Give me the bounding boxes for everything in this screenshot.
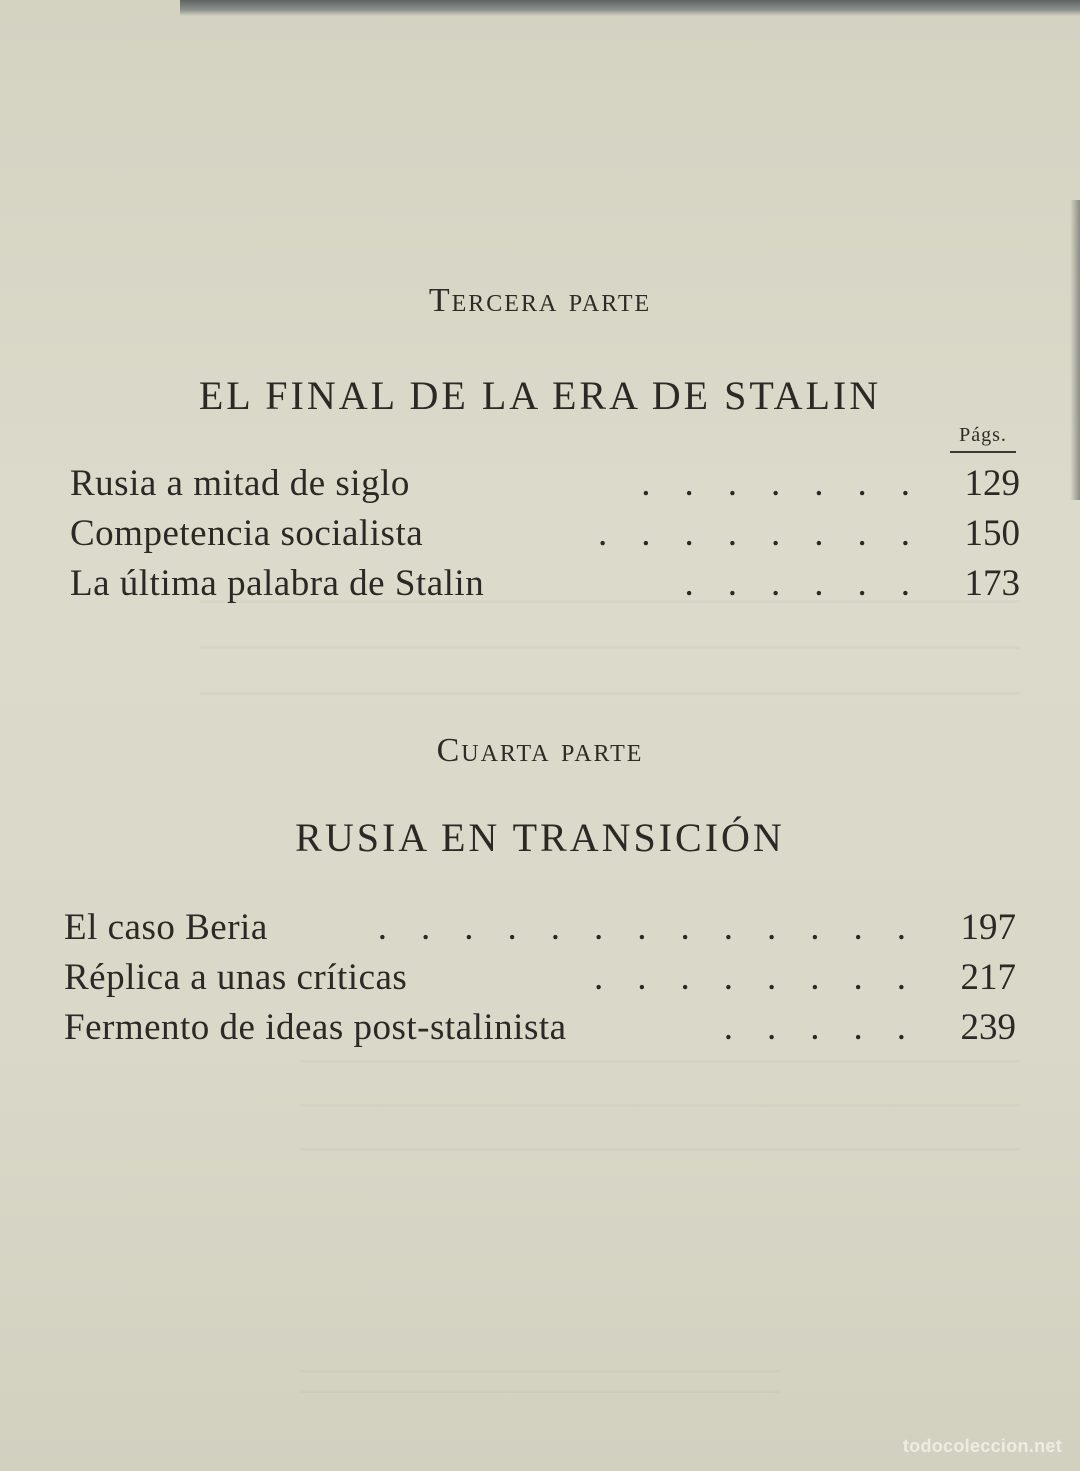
toc-entry-title: Rusia a mitad de siglo xyxy=(70,463,410,504)
toc-entry xyxy=(64,906,1016,954)
toc-entry xyxy=(64,1006,1016,1054)
toc-entry-title: El caso Beria xyxy=(64,907,268,948)
toc-entry xyxy=(70,462,1020,510)
toc-entry xyxy=(64,956,1016,1004)
page-top-edge-shadow xyxy=(180,0,1080,16)
toc-entry-title: Réplica a unas críticas xyxy=(64,957,408,998)
toc-dot-leader: ..... xyxy=(723,1007,940,1048)
section-title-final-era-stalin: EL FINAL DE LA ERA DE STALIN xyxy=(198,373,882,418)
toc-entry-page: 173 xyxy=(964,563,1020,604)
toc-entry-page: 197 xyxy=(960,907,1016,948)
section-label-cuarta-parte: Cuarta parte xyxy=(436,732,644,769)
toc-dot-leader: ........ xyxy=(594,957,940,998)
page-right-edge-shadow xyxy=(1070,200,1080,500)
toc-entry xyxy=(70,512,1020,560)
bleed-through-block-1 xyxy=(200,600,1020,720)
bleed-through-block-3 xyxy=(300,1370,780,1410)
toc-entry-title: Competencia socialista xyxy=(70,513,424,554)
pages-column-header: Págs. xyxy=(950,424,1016,453)
toc-entry-title: La última palabra de Stalin xyxy=(70,563,485,604)
toc-dot-leader: ....... xyxy=(641,463,944,504)
toc-entry-title: Fermento de ideas post-stalinista xyxy=(64,1007,567,1048)
toc-entry-page: 150 xyxy=(964,513,1020,554)
bleed-through-block-2 xyxy=(300,1060,1020,1170)
section-title-rusia-transicion: RUSIA EN TRANSICIÓN xyxy=(295,815,785,860)
toc-entry-page: 239 xyxy=(960,1007,1016,1048)
toc-entry xyxy=(70,562,1020,610)
toc-entry-page: 217 xyxy=(960,957,1016,998)
section-label-tercera-parte: Tercera parte xyxy=(428,282,652,319)
toc-dot-leader: ............. xyxy=(377,907,940,948)
toc-entry-page: 129 xyxy=(964,463,1020,504)
toc-dot-leader: ........ xyxy=(598,513,944,554)
toc-dot-leader: ...... xyxy=(684,563,944,604)
site-watermark: todocoleccion.net xyxy=(902,1436,1062,1456)
